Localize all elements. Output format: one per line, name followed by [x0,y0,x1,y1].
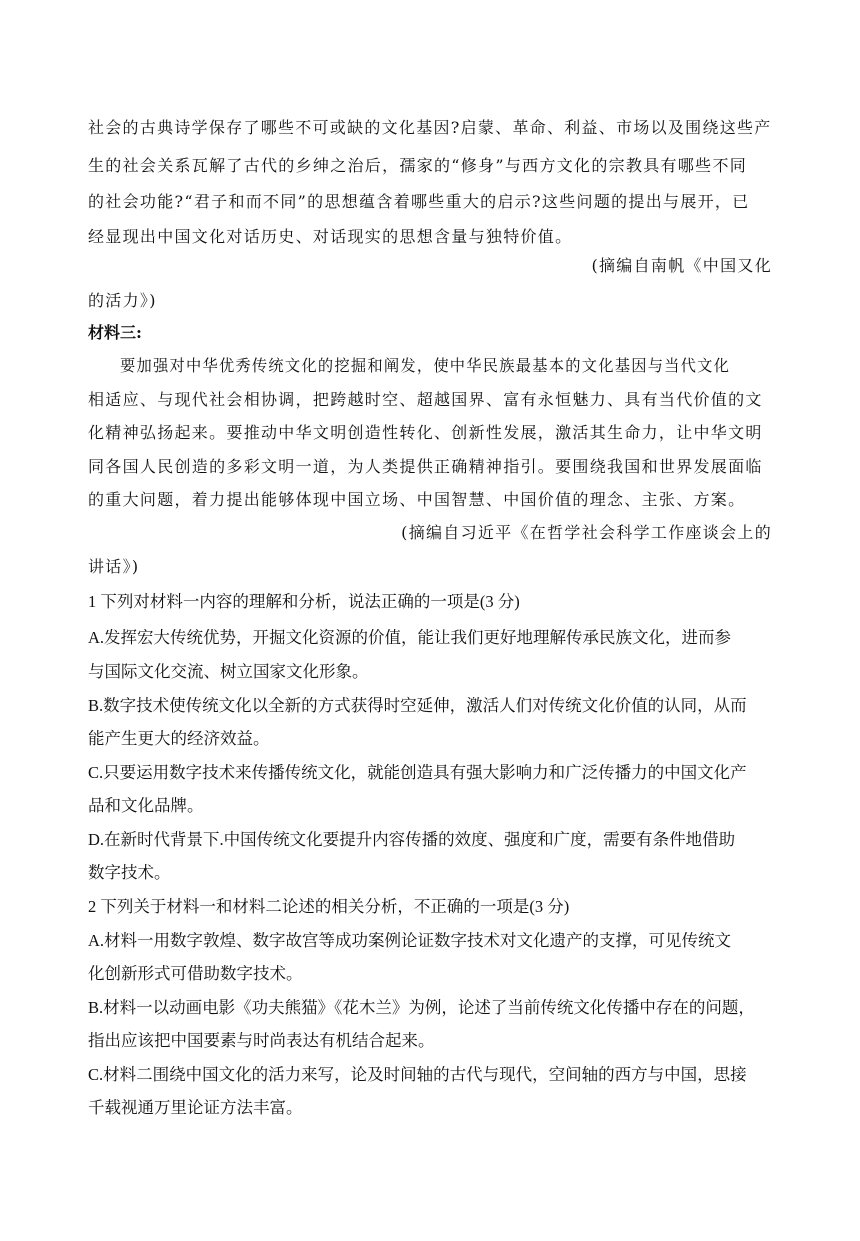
question-2-option-a: A.材料一用数字敦煌、数字故宫等成功案例论证数字技术对文化遗产的支撑，可见传统文 [88,931,732,950]
question-1-option-c-cont: 品和文化品牌。 [88,796,204,815]
question-2-option-a-cont: 化创新形式可借助数字技术。 [88,964,303,983]
material-three-line: 相适应、与现代社会相协调，把跨越时空、超越国界、富有永恒魅力、具有当代价值的文 [88,390,763,409]
question-1-option-d: D.在新时代背景下.中国传统文化要提升内容传播的效度、强度和广度，需要有条件地借助 [88,830,736,849]
material-two-line: 社会的古典诗学保存了哪些不可或缺的文化基因?启蒙、革命、利益、市场以及围绕这些产 [88,118,772,137]
question-2-option-b-cont: 指出应该把中国要素与时尚表达有机结合起来。 [88,1031,435,1050]
question-1-option-b: B.数字技术使传统文化以全新的方式获得时空延伸，激活人们对传统文化价值的认同，从而 [88,696,747,715]
material-three-source: (摘编自习近平《在哲学社会科学工作座谈会上的 [401,523,772,542]
question-2-option-b: B.材料一以动画电影《功夫熊猫》《花木兰》为例，论述了当前传统文化传播中存在的问题， [88,998,755,1017]
question-1-option-a-cont: 与国际文化交流、树立国家文化形象。 [88,662,369,681]
question-2-option-c: C.材料二围绕中国文化的活力来写，论及时间轴的古代与现代，空间轴的西方与中国，思接 [88,1065,747,1084]
material-two-source: (摘编自南帆《中国又化 [591,256,772,275]
material-three-heading: 材料三: [88,323,142,342]
material-two-line: 的社会功能?“君子和而不同”的思想蕴含着哪些重大的启示?这些问题的提出与展开，已 [88,192,750,211]
material-three-line: 要加强对中华优秀传统文化的挖掘和阐发，使中华民族最基本的文化基因与当代文化 [120,356,731,375]
question-1-option-a: A.发挥宏大传统优势，开掘文化资源的价值，能让我们更好地理解传承民族文化，进而参 [88,628,732,647]
material-two-line: 生的社会关系瓦解了古代的乡绅之治后，孺家的“修身”与西方文化的宗教具有哪些不同 [88,156,748,175]
material-two-source-cont: 的活力》) [88,291,157,310]
material-three-source-cont: 讲话》) [88,557,140,576]
question-1-stem: 1 下列对材料一内容的理解和分析，说法正确的一项是(3 分) [88,592,520,611]
question-1-option-b-cont: 能产生更大的经济效益。 [88,729,270,748]
material-two-line: 经显现出中国文化对话历史、对话现实的思想含量与独特价值。 [88,227,573,246]
question-2-option-c-cont: 千载视通万里论证方法丰富。 [88,1098,303,1117]
question-1-option-c: C.只要运用数字技术来传播传统文化，就能创造具有强大影响力和广泛传播力的中国文化产 [88,763,747,782]
material-three-line: 化精神弘扬起来。要推动中华文明创造性转化、创新性发展，激活其生命力，让中华文明 [88,423,763,442]
question-1-option-d-cont: 数字技术。 [88,863,171,882]
material-three-line: 同各国人民创造的多彩文明一道，为人类提供正确精神指引。要围绕我国和世界发展面临 [88,457,763,476]
question-2-stem: 2 下列关于材料一和材料二论述的相关分析，不正确的一项是(3 分) [88,897,570,916]
material-three-line: 的重大问题，着力提出能够体现中国立场、中国智慧、中国价值的理念、主张、方案。 [88,490,746,509]
